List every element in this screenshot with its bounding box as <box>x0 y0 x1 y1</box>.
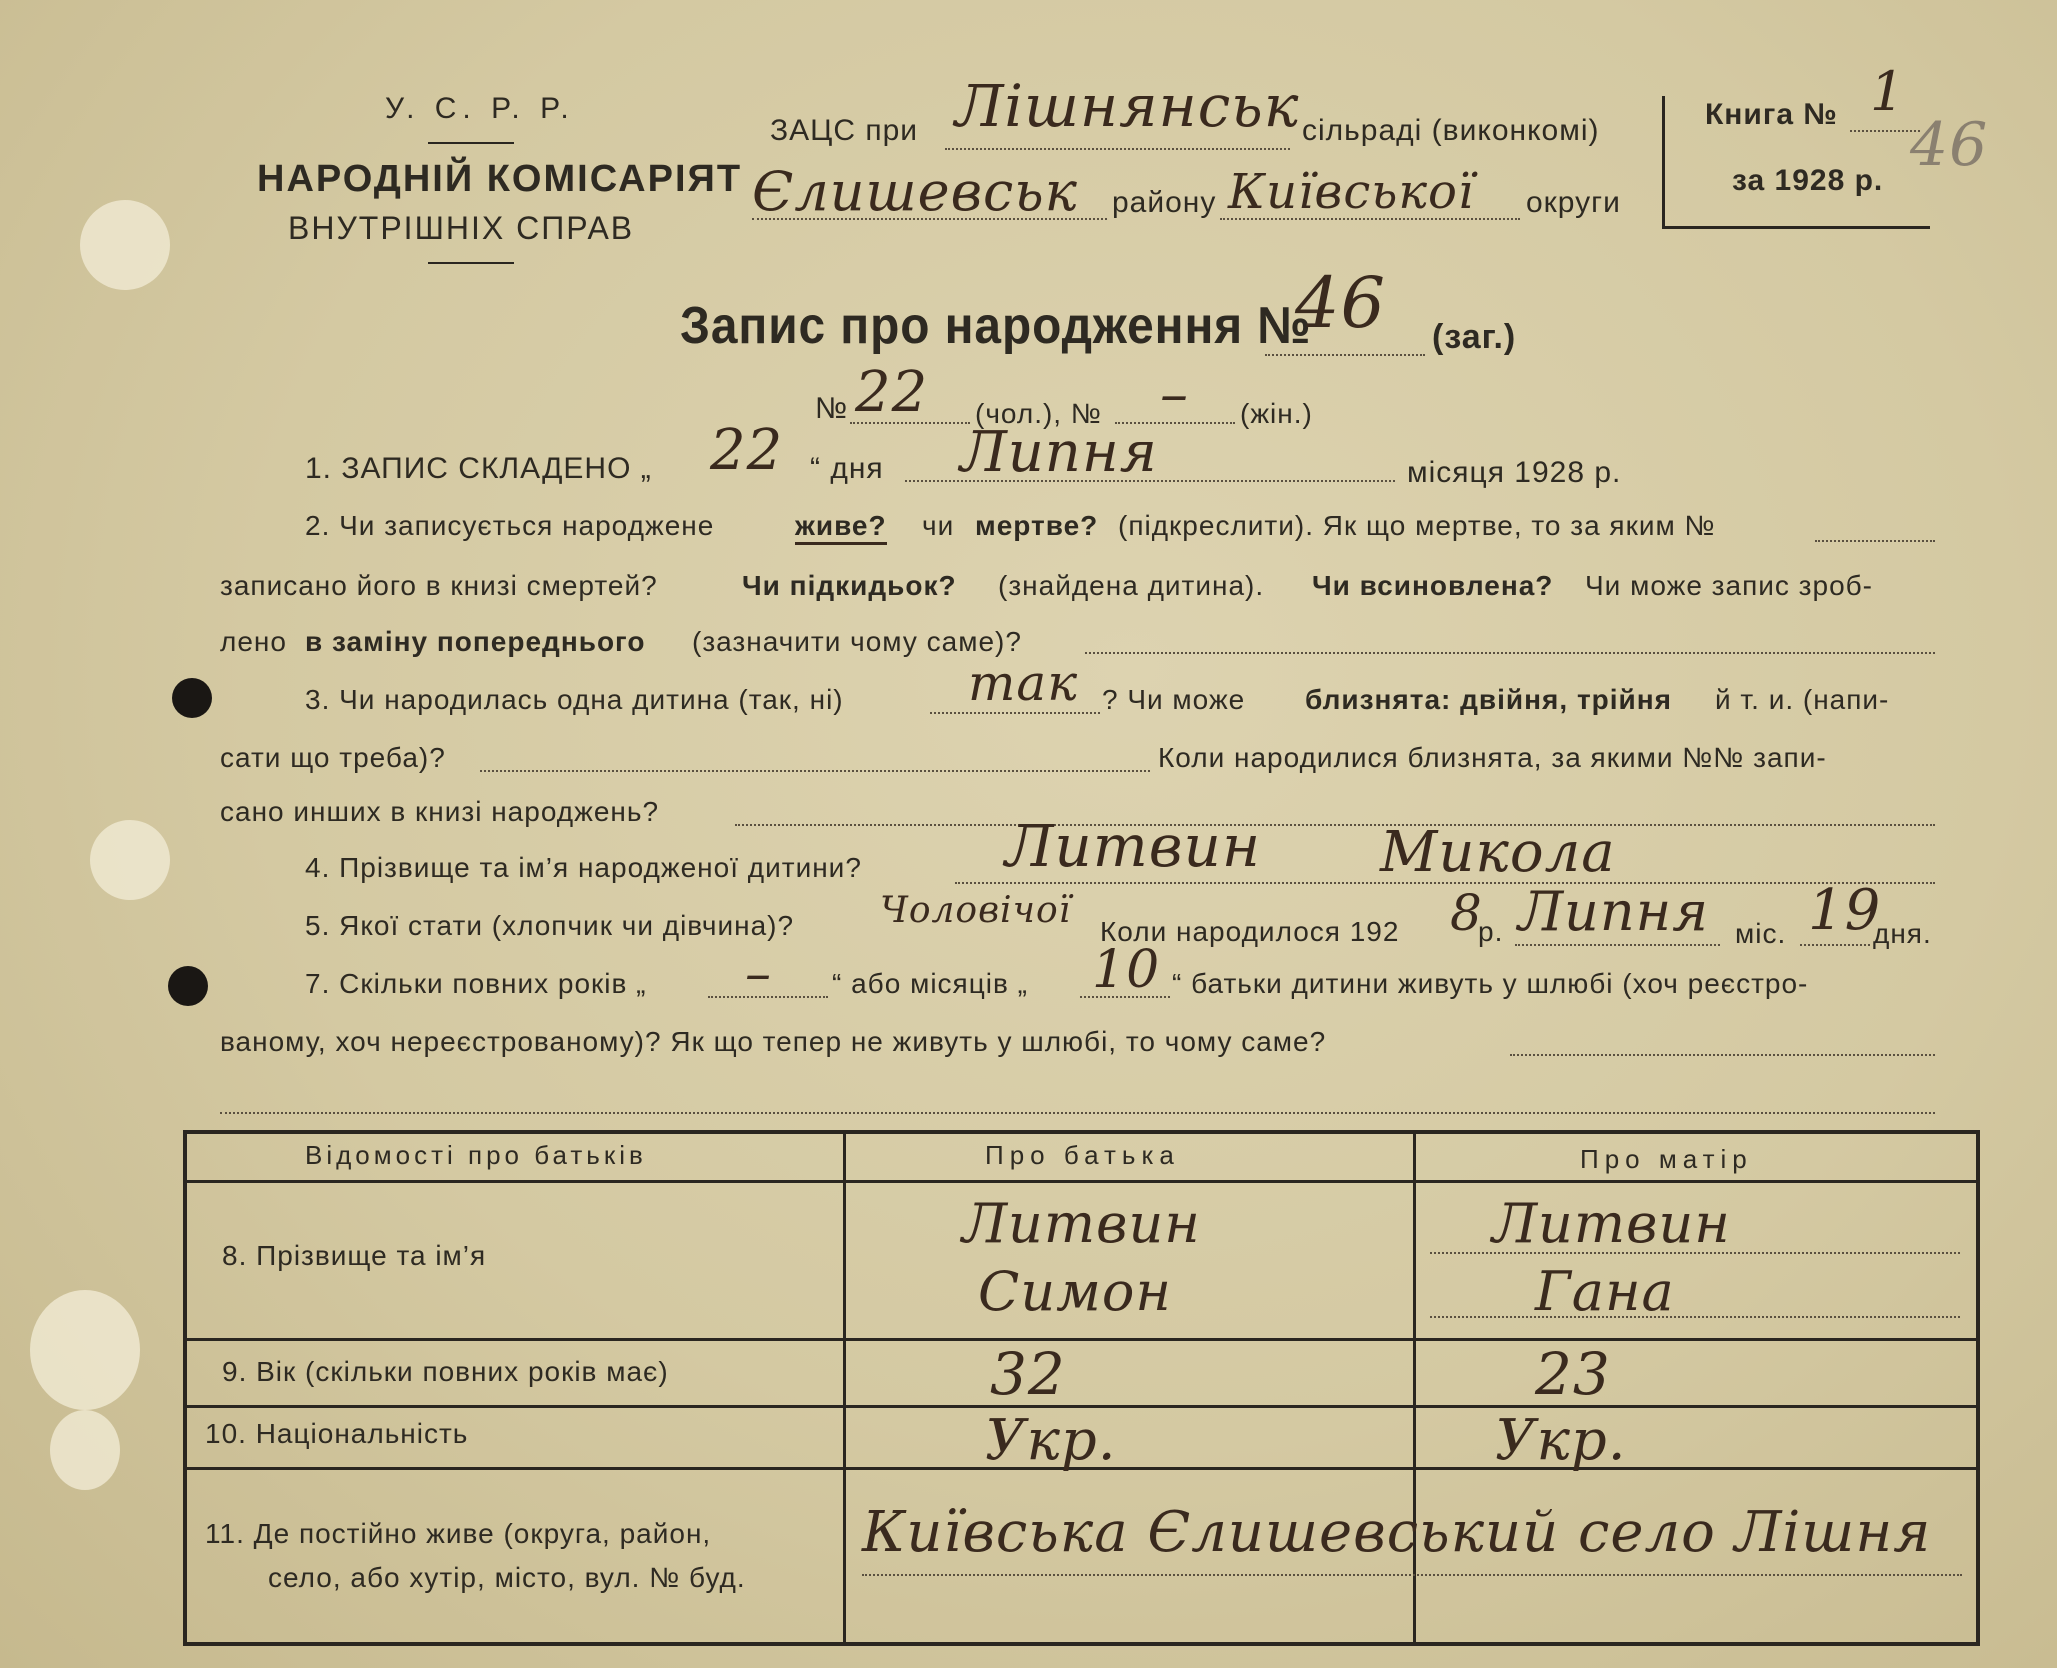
org-commissariat: НАРОДНІЙ КОМІСАРІЯТ <box>257 158 743 200</box>
book-box-left <box>1662 96 1665 226</box>
row10-father-nationality: Укр. <box>985 1408 1117 1473</box>
row8-label: 8. Прізвище та ім’я <box>222 1240 487 1271</box>
book-year: за 1928 р. <box>1732 164 1884 197</box>
paper-damage-1 <box>80 200 170 290</box>
q2-line2e: Чи може запис зроб- <box>1585 570 1874 601</box>
q1-end: місяця 1928 р. <box>1407 456 1622 489</box>
q2-dead: мертве? <box>975 510 1099 541</box>
record-title: Запис про народження № <box>680 297 1312 355</box>
raion-value: Єлишевськ <box>752 160 1078 223</box>
q2-line3-dotline <box>1085 652 1935 654</box>
q5-year-digit: 8 <box>1450 884 1483 942</box>
org-divider-top <box>428 142 514 144</box>
q4-name: Микола <box>1380 820 1616 885</box>
table-right-border <box>1976 1130 1980 1646</box>
table-left-border <box>183 1130 187 1646</box>
row11-dotline <box>862 1574 1962 1576</box>
table-row8-border <box>183 1338 1980 1341</box>
q5-sex-answer: Чоловічої <box>880 890 1072 931</box>
no-label: № <box>815 392 849 425</box>
q1-mid: “ дня <box>810 452 884 485</box>
q5-label: 5. Якої стати (хлопчик чи дівчина)? <box>305 910 795 941</box>
q7-years-dotline <box>708 996 828 998</box>
row8-mother-dotline1 <box>1430 1252 1960 1254</box>
row8-father-name: Симон <box>978 1260 1172 1323</box>
paper-damage-2 <box>90 820 170 900</box>
table-bottom-border <box>183 1642 1980 1646</box>
okruha-label: округи <box>1526 186 1621 219</box>
row8-father-surname: Литвин <box>962 1192 1201 1255</box>
q2-line2a: записано його в книзі смертей? <box>220 570 658 601</box>
paper-damage-4 <box>50 1410 120 1490</box>
table-header-mother: Про матір <box>1580 1144 1753 1174</box>
q5-mis-label: міс. <box>1735 918 1787 949</box>
selradi-label: сільраді (виконкомі) <box>1302 114 1600 147</box>
row11-label-line2: село, або хутір, місто, вул. № буд. <box>268 1562 746 1593</box>
q3-line2-dotline <box>480 770 1150 772</box>
male-number-dotline <box>850 422 970 424</box>
q3-line1a: 3. Чи народилась одна дитина (так, ні) <box>305 684 844 715</box>
q3-line1b: ? Чи може <box>1102 684 1246 715</box>
q5-month-dotline <box>1515 944 1720 946</box>
q3-line2a: сати що треба)? <box>220 742 446 773</box>
row11-address: Київська Єлишевський село Лішня <box>862 1500 1932 1565</box>
q3-line1d: й т. и. (напи- <box>1715 684 1890 715</box>
q7-line1b: “ або місяців „ <box>832 968 1028 999</box>
q2-line1-dotline <box>1815 540 1935 542</box>
row10-label: 10. Національність <box>205 1418 469 1449</box>
raion-label: району <box>1112 186 1217 219</box>
q1-label: 1. ЗАПИС СКЛАДЕНО „ <box>305 452 652 485</box>
female-number: – <box>1160 362 1189 427</box>
zacs-dotline <box>945 148 1290 150</box>
row9-father-age: 32 <box>990 1340 1066 1408</box>
q3-answer: так <box>968 654 1079 712</box>
row9-label: 9. Вік (скільки повних років має) <box>222 1356 669 1387</box>
q2-replacement: в заміну попереднього <box>305 626 646 657</box>
row11-label-line1: 11. Де постійно живе (округа, район, <box>205 1518 712 1549</box>
q2-foundling: Чи підкидьок? <box>742 570 957 601</box>
okruha-value: Київської <box>1228 164 1475 220</box>
q2-line3a: лено <box>220 626 287 657</box>
q4-surname: Литвин <box>1005 812 1262 880</box>
okruha-dotline <box>1220 218 1520 220</box>
male-number: 22 <box>855 360 929 425</box>
q3-line3a: сано инших в книзі народжень? <box>220 796 660 827</box>
q2-line1e: (підкреслити). Як що мертве, то за яким № <box>1118 510 1716 541</box>
record-suffix: (заг.) <box>1432 318 1517 356</box>
row8-mother-name: Гана <box>1535 1260 1675 1323</box>
q7-months: 10 <box>1092 940 1161 1000</box>
q7-months-dotline <box>1080 996 1170 998</box>
org-divider-bottom <box>428 262 514 264</box>
q1-month-dotline <box>905 480 1395 482</box>
row8-mother-surname: Литвин <box>1492 1192 1731 1255</box>
table-col2-border <box>1413 1130 1416 1646</box>
q1-month: Липня <box>960 420 1158 485</box>
org-ussr: У. С. Р. Р. <box>385 92 575 125</box>
punch-hole-bottom <box>168 966 208 1006</box>
q2-line1a: 2. Чи записується народжене <box>305 510 715 541</box>
q4-dotline <box>955 882 1935 884</box>
q3-line3-dotline <box>735 824 1935 826</box>
org-internal-affairs: ВНУТРІШНІХ СПРАВ <box>288 210 635 246</box>
table-header-info: Відомості про батьків <box>305 1140 647 1170</box>
q2-line2c: (знайдена дитина). <box>998 570 1265 601</box>
q3-answer-dotline <box>930 712 1100 714</box>
q3-line2b: Коли народилися близнята, за якими №№ запи- <box>1158 742 1827 773</box>
q5-dnia-label: дня. <box>1873 918 1932 949</box>
q7-line1a: 7. Скільки повних років „ <box>305 968 647 999</box>
book-box-bottom <box>1662 226 1930 229</box>
q7-line2: ваному, хоч нереєстрованому)? Як що тепер не живуть у шлюбі, то чому саме? <box>220 1026 1327 1057</box>
q2-line3c: (зазначити чому саме)? <box>692 626 1022 657</box>
q4-label: 4. Прізвище та ім’я народженої дитини? <box>305 852 862 883</box>
q5-day: 19 <box>1808 878 1882 943</box>
table-col1-border <box>843 1130 846 1646</box>
female-label: (жін.) <box>1240 398 1313 429</box>
q3-twins: близнята: двійня, трійня <box>1305 684 1672 715</box>
book-label: Книга № <box>1705 98 1838 131</box>
row9-mother-age: 23 <box>1535 1340 1611 1408</box>
q2-line1c: чи <box>922 510 955 541</box>
raion-dotline <box>752 218 1107 220</box>
q7-line3-dotline <box>220 1112 1935 1114</box>
q5-born-label: Коли народилося 192 <box>1100 916 1400 947</box>
table-top-border <box>183 1130 1980 1134</box>
paper-damage-3 <box>30 1290 140 1410</box>
table-header-father: Про батька <box>985 1140 1180 1170</box>
q5-r-label: р. <box>1478 916 1504 947</box>
record-number: 46 <box>1295 262 1387 344</box>
male-label: (чол.), № <box>975 398 1102 429</box>
q7-line2-dotline <box>1510 1054 1935 1056</box>
table-header-border <box>183 1180 1980 1183</box>
zacs-value: Лішнянськ <box>955 72 1300 140</box>
q5-day-dotline <box>1800 944 1870 946</box>
book-number: 1 <box>1870 60 1906 123</box>
row8-mother-dotline2 <box>1430 1316 1960 1318</box>
row10-mother-nationality: Укр. <box>1495 1408 1627 1473</box>
q7-years: – <box>745 944 772 1004</box>
q2-alive: живе? <box>795 510 887 545</box>
q2-adopted: Чи всиновлена? <box>1312 570 1554 601</box>
q5-month: Липня <box>1518 880 1709 943</box>
q1-day: 22 <box>710 418 784 483</box>
book-margin-note: 46 <box>1910 110 1989 180</box>
q7-line1c: “ батьки дитини живуть у шлюбі (хоч реєстро- <box>1172 968 1809 999</box>
punch-hole-top <box>172 678 212 718</box>
zacs-label: ЗАЦС при <box>770 114 919 147</box>
record-number-dotline <box>1265 354 1425 356</box>
